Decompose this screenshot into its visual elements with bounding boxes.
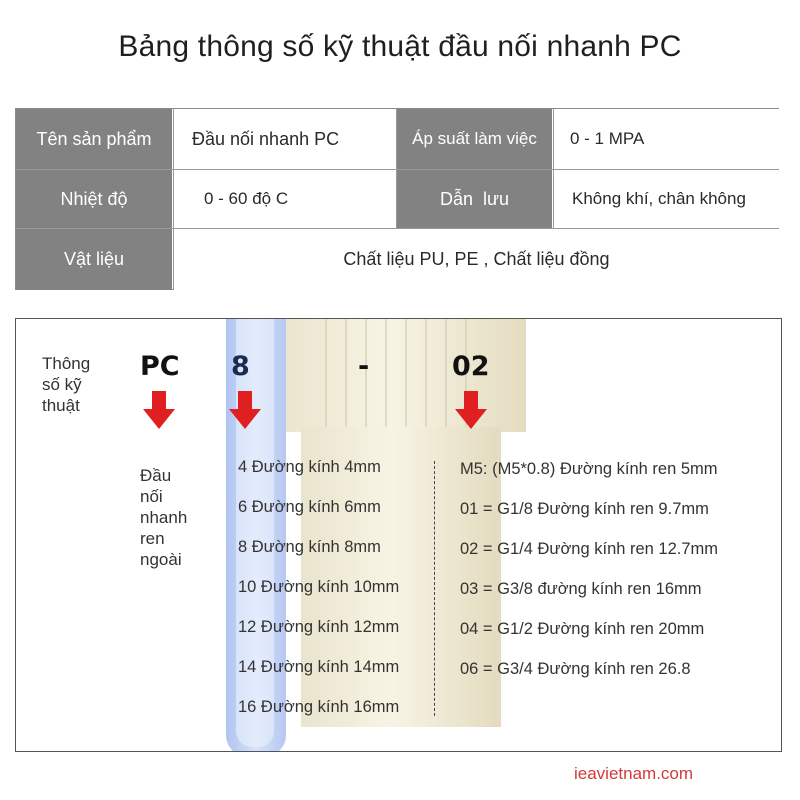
diameter-item: 12 Đường kính 12mm [238, 618, 400, 636]
thread-item: 01 = G1/8 Đường kính ren 9.7mm [460, 500, 709, 518]
material-value: Chất liệu PU, PE , Chất liệu đồng [174, 229, 779, 290]
column-divider [553, 109, 554, 229]
red-arrow-down-icon [227, 391, 263, 431]
code-part-diameter: 8 [231, 351, 250, 382]
row-divider [16, 228, 778, 229]
pc-description-line: ngoài [140, 550, 182, 569]
diameter-item: 6 Đường kính 6mm [238, 498, 381, 516]
thread-item: 06 = G3/4 Đường kính ren 26.8 [460, 660, 691, 678]
material-label: Vật liệu [16, 229, 172, 290]
thread-item: 03 = G3/8 đường kính ren 16mm [460, 580, 702, 598]
pc-description-line: ren [140, 529, 165, 548]
red-arrow-down-icon [453, 391, 489, 431]
diameter-item: 14 Đường kính 14mm [238, 658, 400, 676]
pc-description-line: Đầu [140, 466, 172, 485]
code-part-thread: 02 [452, 351, 490, 382]
push-fitting-image [226, 318, 526, 752]
pc-description-line: nối [140, 487, 163, 506]
page-title: Bảng thông số kỹ thuật đầu nối nhanh PC [118, 30, 682, 63]
spec-label-line: Thông [42, 354, 91, 373]
row-divider [16, 169, 778, 170]
red-arrow-down-icon [141, 391, 177, 431]
spec-table [15, 108, 779, 290]
diameter-item: 16 Đường kính 16mm [238, 698, 400, 716]
product-name-value: Đầu nối nhanh PC [174, 109, 396, 169]
code-part-dash: - [358, 351, 370, 382]
column-divider [396, 109, 397, 229]
spec-label [42, 353, 122, 416]
website-link[interactable]: ieavietnam.com [574, 764, 694, 783]
pc-description-line: nhanh [140, 508, 188, 527]
diameter-item: 10 Đường kính 10mm [238, 578, 400, 596]
code-panel [15, 318, 782, 752]
dashed-divider [434, 461, 435, 716]
diameter-item: 4 Đường kính 4mm [238, 458, 381, 476]
thread-item: M5: (M5*0.8) Đường kính ren 5mm [460, 460, 718, 478]
pc-description [140, 465, 210, 570]
fluid-label: Dẫn lưu [397, 170, 552, 228]
spec-label-line: số kỹ [42, 375, 82, 394]
pressure-value: 0 - 1 MPA [554, 109, 779, 169]
pressure-label: Áp suất làm việc [397, 109, 552, 169]
product-name-label: Tên sản phẩm [16, 109, 172, 169]
column-divider [173, 109, 174, 290]
temperature-value: 0 - 60 độ C [174, 170, 396, 228]
temperature-label: Nhiệt độ [16, 170, 172, 228]
fluid-value: Không khí, chân không [554, 170, 779, 228]
thread-item: 04 = G1/2 Đường kính ren 20mm [460, 620, 705, 638]
spec-label-line: thuật [42, 396, 80, 415]
code-part-pc: PC [140, 351, 180, 382]
thread-item: 02 = G1/4 Đường kính ren 12.7mm [460, 540, 719, 558]
diameter-item: 8 Đường kính 8mm [238, 538, 381, 556]
